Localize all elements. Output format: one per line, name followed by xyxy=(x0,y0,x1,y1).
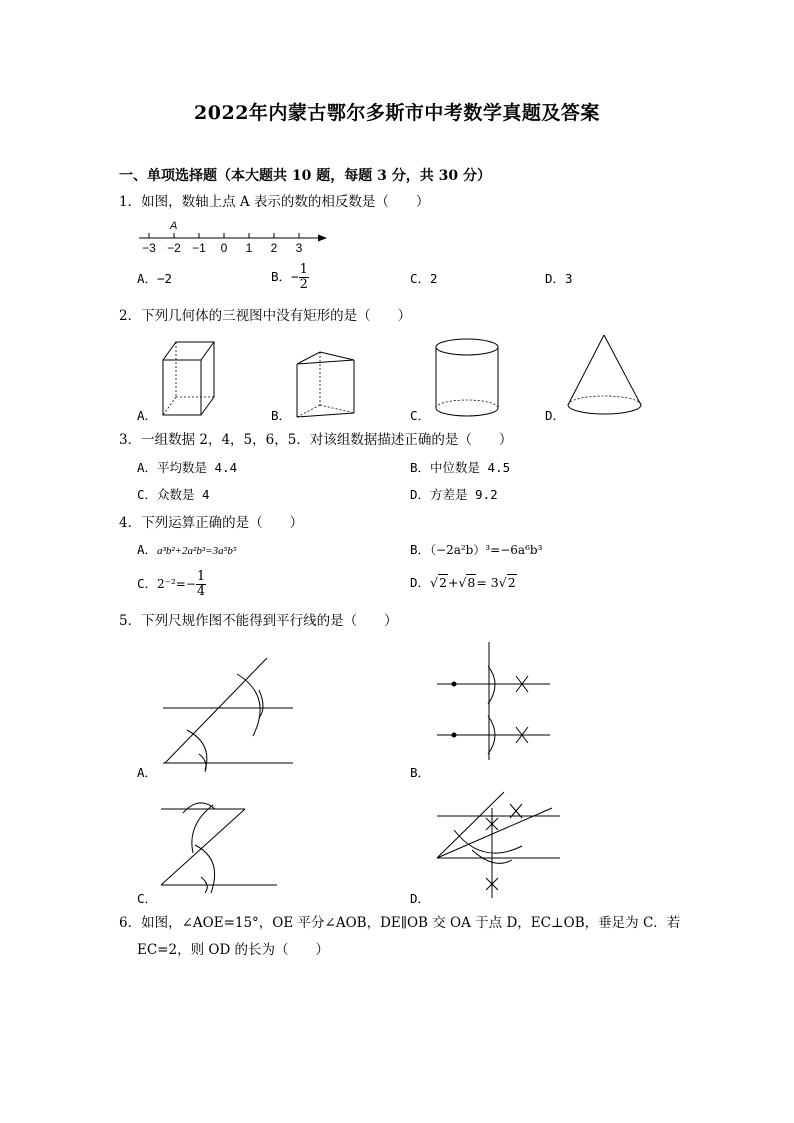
q2-option-d: D． xyxy=(545,408,566,423)
fraction-numerator: 1 xyxy=(299,262,308,277)
cuboid-figure xyxy=(160,338,220,420)
triangular-prism-figure xyxy=(294,346,360,420)
sqrt-symbol-icon: √ xyxy=(458,575,467,590)
question-2-stem: 2．下列几何体的三视图中没有矩形的是（ ） xyxy=(119,308,412,324)
point-a-label: A xyxy=(170,220,178,232)
q2-option-b: B． xyxy=(271,408,292,423)
q1-option-b xyxy=(271,263,309,292)
q4-option-a xyxy=(137,542,237,559)
q4-option-c-label: C． xyxy=(137,576,158,591)
question-3-stem: 3．一组数据 2，4，5，6，5．对该组数据描述正确的是（ ） xyxy=(119,432,513,448)
q3-option-c: C．众数是 4 xyxy=(137,487,210,502)
question-1-stem: 1．如图，数轴上点 A 表示的数的相反数是（ ） xyxy=(119,194,430,210)
sqrt-symbol-icon: √ xyxy=(430,575,438,590)
tick-label: −1 xyxy=(192,241,206,255)
q5-option-a: A． xyxy=(137,765,158,780)
fraction-denominator: 2 xyxy=(299,277,308,292)
q4-option-d-label: D． xyxy=(410,575,431,590)
tick-marks xyxy=(149,233,299,238)
q1-option-a: A．−2 xyxy=(137,271,173,286)
plus-sign: + xyxy=(447,575,459,590)
q4-option-b-label: B． xyxy=(410,542,431,557)
q5-option-d: D． xyxy=(410,891,431,906)
q4-option-b xyxy=(410,542,542,558)
tick-label: 1 xyxy=(245,241,253,255)
number-line-figure xyxy=(137,218,337,258)
point-icon xyxy=(452,733,457,738)
fraction-numerator: 1 xyxy=(196,569,206,584)
construction-figure-a xyxy=(155,650,300,775)
q2-option-c: C． xyxy=(410,408,431,423)
cone-figure xyxy=(565,332,645,420)
q4-option-c-expression: 2⁻²=− xyxy=(157,577,196,591)
q5-option-c: C． xyxy=(137,891,158,906)
fraction-denominator: 4 xyxy=(196,584,206,599)
section-heading: 一、单项选择题（本大题共 10 题，每题 3 分，共 30 分） xyxy=(119,168,491,184)
construction-figure-b xyxy=(432,638,557,763)
tick-label: 2 xyxy=(270,241,278,255)
question-5-stem: 5．下列尺规作图不能得到平行线的是（ ） xyxy=(119,613,398,629)
construction-figure-d xyxy=(432,790,567,900)
q1-option-d: D．3 xyxy=(545,271,573,286)
question-6-stem-line-1: 6．如图，∠AOE=15°，OE 平分∠AOB，DE∥OB 交 OA 于点 D，EC⊥OB，垂足为 C．若 xyxy=(119,915,681,931)
fraction-one-quarter xyxy=(196,570,206,599)
tick-label: 3 xyxy=(295,241,303,255)
radicand: 8 xyxy=(467,575,476,590)
q4-option-a-label: A． xyxy=(137,542,158,557)
q3-option-b: B．中位数是 4.5 xyxy=(410,460,511,475)
q3-option-a: A．平均数是 4.4 xyxy=(137,460,238,475)
question-6-stem-line-2: EC=2，则 OD 的长为（ ） xyxy=(137,942,330,958)
q4-option-c xyxy=(137,570,206,599)
q4-option-a-expression: a³b²+2a²b³=3a⁵b⁵ xyxy=(157,545,237,557)
cylinder-figure xyxy=(434,335,502,421)
radicand: 2 xyxy=(439,575,447,590)
q5-option-b: B． xyxy=(410,765,431,780)
tick-label: −3 xyxy=(142,241,156,255)
q4-option-b-expression: （−2a²b）³=−6a⁶b³ xyxy=(430,543,543,557)
construction-figure-c xyxy=(155,795,285,895)
question-4-stem: 4．下列运算正确的是（ ） xyxy=(119,515,304,531)
q3-option-d: D．方差是 9.2 xyxy=(410,487,498,502)
equals-three: = 3 xyxy=(476,575,499,590)
tick-label: 0 xyxy=(220,241,228,255)
fraction-one-half xyxy=(299,263,309,292)
radicand: 2 xyxy=(507,575,516,590)
tick-label: −2 xyxy=(167,241,181,255)
arrow-icon xyxy=(318,235,327,242)
point-icon xyxy=(452,682,457,687)
q1-option-c: C．2 xyxy=(410,271,438,286)
document-title: 2022年内蒙古鄂尔多斯市中考数学真题及答案 xyxy=(194,102,600,124)
q1-option-b-label: B．− xyxy=(271,269,299,284)
q4-option-d xyxy=(410,575,517,591)
q2-option-a: A． xyxy=(137,408,158,423)
sqrt-symbol-icon: √ xyxy=(498,575,507,590)
